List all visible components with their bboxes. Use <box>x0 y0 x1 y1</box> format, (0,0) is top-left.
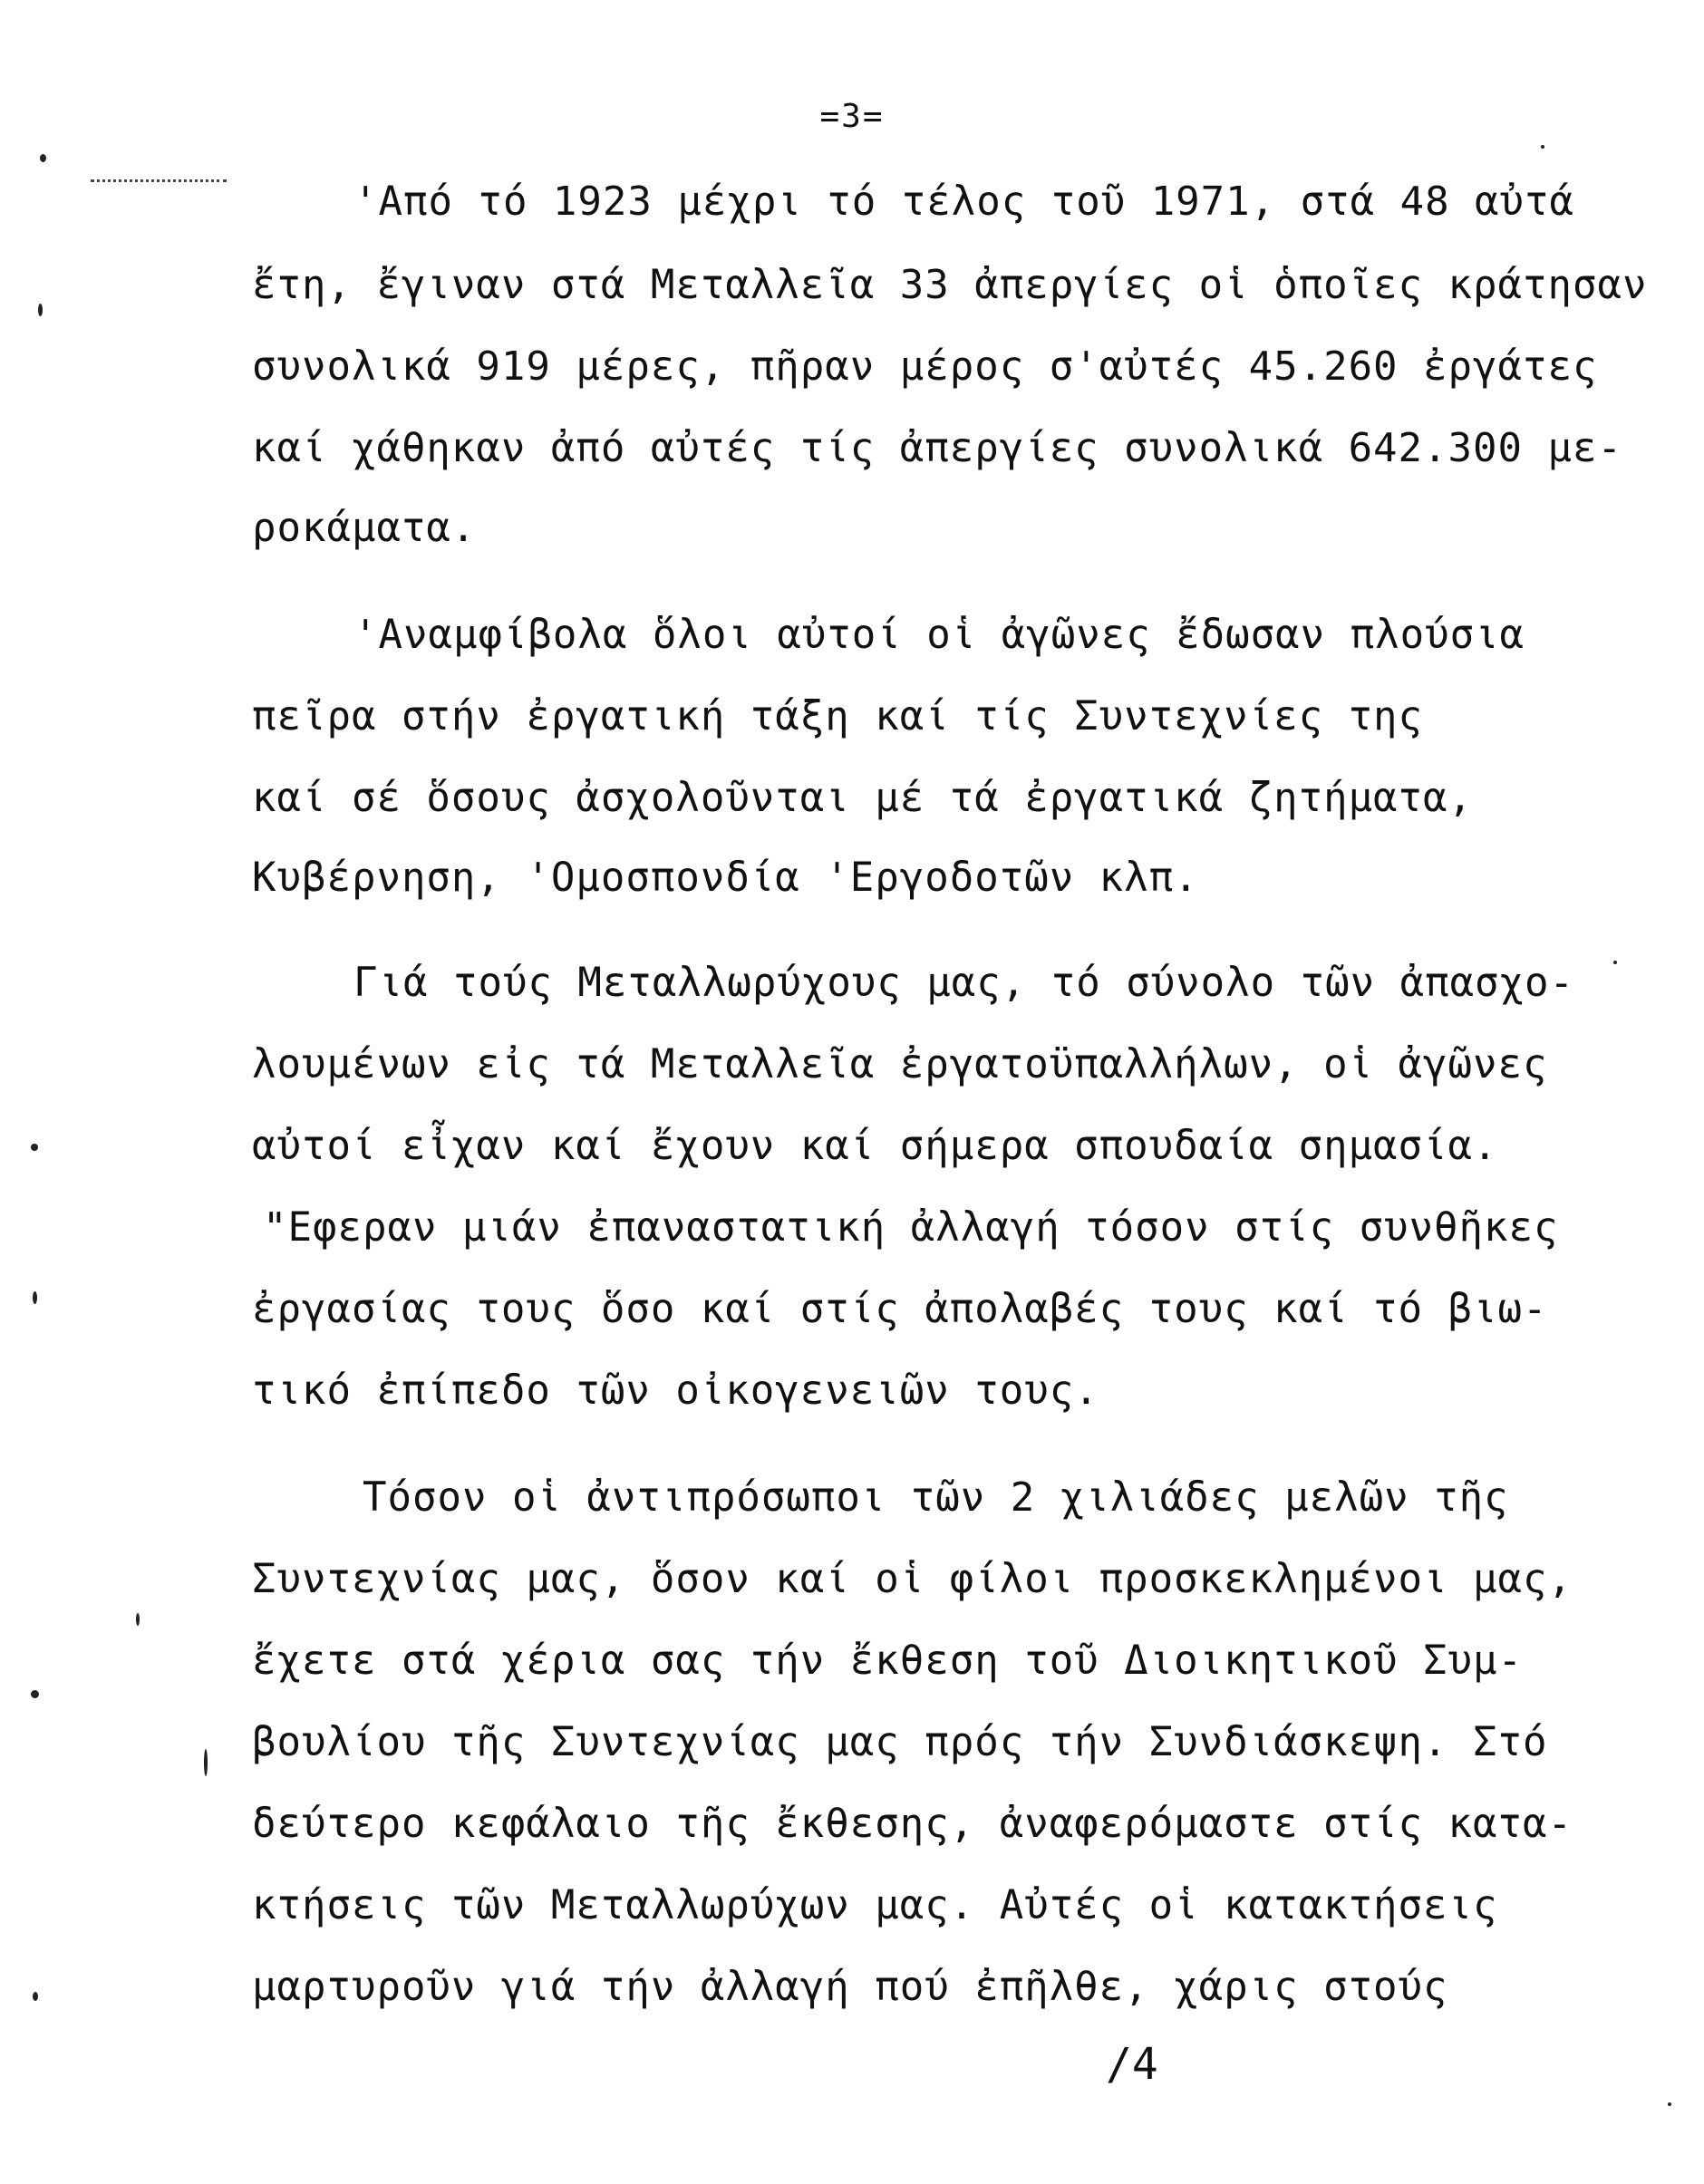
paragraph-1-line-2: ἔτη, ἔγιναν στά Μεταλλεῖα 33 ἀπεργίες οἱ ὁποῖες κράτησαν <box>252 262 1648 308</box>
scan-speck <box>1668 2102 1671 2106</box>
paragraph-1-line-4: καί χάθηκαν ἀπό αὐτές τίς ἀπεργίες συνολικά 642.300 με- <box>252 425 1622 471</box>
paragraph-4-line-4: βουλίου τῆς Συντεχνίας μας πρός τήν Συνδιάσκεψη. Στό <box>252 1719 1548 1765</box>
paragraph-3-line-3: αὐτοί εἶχαν καί ἔχουν καί σήμερα σπουδαία σημασία. <box>252 1123 1498 1169</box>
scan-speck <box>1613 961 1617 964</box>
paragraph-2-line-1: 'Αναμφίβολα ὅλοι αὐτοί οἱ ἀγῶνες ἔδωσαν πλούσια <box>353 612 1525 658</box>
paragraph-3-line-1: Γιά τούς Μεταλλωρύχους μας, τό σύνολο τῶν ἀπασχο- <box>353 960 1575 1006</box>
scan-speck <box>33 1992 38 2001</box>
paragraph-3-line-6: τικό ἐπίπεδο τῶν οἰκογενειῶν τους. <box>252 1367 1099 1414</box>
paragraph-2-line-2: πεῖρα στήν ἐργατική τάξη καί τίς Συντεχνίες της <box>252 693 1424 739</box>
paragraph-4-line-3: ἔχετε στά χέρια σας τήν ἔκθεση τοῦ Διοικητικοῦ Συμ- <box>252 1638 1524 1684</box>
continuation-page-marker: /4 <box>1106 2039 1158 2090</box>
paragraph-2-line-3: καί σέ ὅσους ἀσχολοῦνται μέ τά ἐργατικά ζητήματα, <box>252 775 1474 821</box>
paragraph-3-line-2: λουμένων εἰς τά Μεταλλεῖα ἐργατοϋπαλλήλων, οἱ ἀγῶνες <box>252 1041 1548 1087</box>
scan-speck <box>31 1690 39 1698</box>
paragraph-4-line-5: δεύτερο κεφάλαιο τῆς ἔκθεσης, ἀναφερόμαστε στίς κατα- <box>252 1801 1573 1847</box>
scan-speck <box>204 1749 208 1776</box>
scan-speck <box>33 1291 37 1304</box>
page-number: =3= <box>819 98 885 135</box>
paragraph-4-line-1: Τόσον οἱ ἀντιπρόσωποι τῶν 2 χιλιάδες μελῶν τῆς <box>363 1474 1509 1521</box>
paragraph-4-line-2: Συντεχνίας μας, ὅσον καί οἱ φίλοι προσκεκλημένοι μας, <box>252 1556 1573 1602</box>
paragraph-4-line-7: μαρτυροῦν γιά τήν ἀλλαγή πού ἐπῆλθε, χάρις στούς <box>252 1964 1448 2010</box>
scan-speck <box>40 154 46 162</box>
paragraph-3-line-4: "Εφεραν μιάν ἐπαναστατική ἀλλαγή τόσον στίς συνθῆκες <box>263 1204 1559 1251</box>
paragraph-4-line-6: κτήσεις τῶν Μεταλλωρύχων μας. Αὐτές οἱ κατακτήσεις <box>252 1882 1498 1928</box>
paragraph-1-line-1: 'Από τό 1923 μέχρι τό τέλος τοῦ 1971, στά 48 αὐτά <box>353 179 1575 225</box>
scan-speck <box>1541 145 1544 149</box>
scan-speck <box>31 1144 38 1151</box>
scan-speck <box>38 304 43 316</box>
paragraph-2-line-4: Κυβέρνηση, 'Ομοσπονδία 'Εργοδοτῶν κλπ. <box>252 855 1199 901</box>
paragraph-1-line-5: ροκάματα. <box>252 505 477 551</box>
paragraph-1-line-3: συνολικά 919 μέρες, πῆραν μέρος σ'αὐτές 45.260 ἐργάτες <box>252 343 1598 390</box>
paragraph-3-line-5: ἐργασίας τους ὅσο καί στίς ἀπολαβές τους καί τό βιω- <box>252 1286 1548 1332</box>
margin-mark <box>91 179 227 182</box>
scan-speck <box>136 1613 140 1626</box>
